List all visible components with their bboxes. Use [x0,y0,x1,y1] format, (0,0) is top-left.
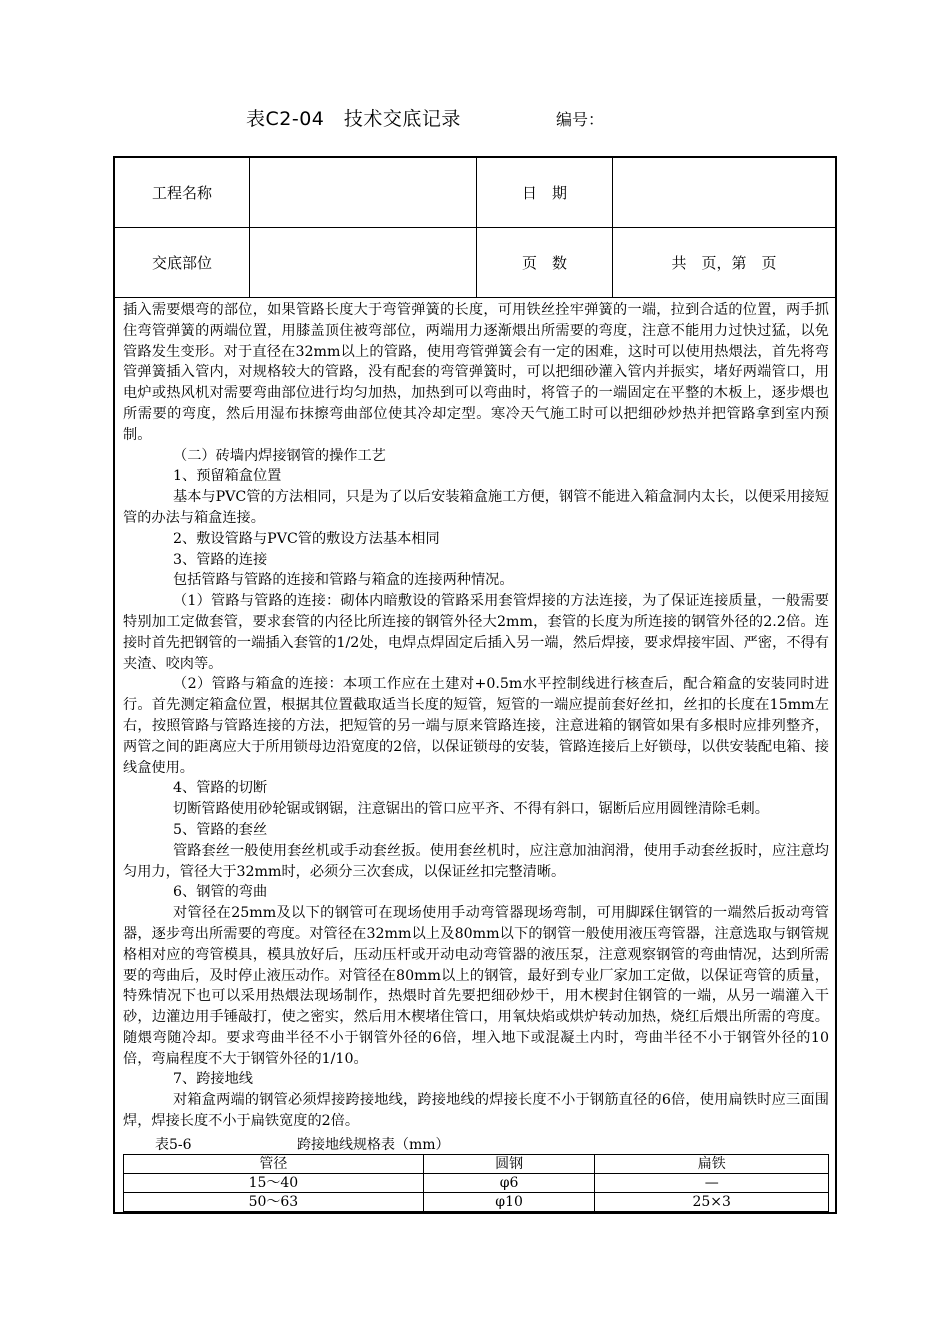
table-cell: 25×3 [595,1193,829,1212]
pages-label: 页 数 [477,228,613,297]
table-cell: φ10 [423,1193,595,1212]
paragraph: （2）管路与箱盒的连接：本项工作应在土建对+0.5m水平控制线进行核查后，配合箱盒的安装同时进行。首先测定箱盒位置，根据其位置截取适当长度的短管，短管的一端应提前套好丝扣，丝扣的长度在15mm左右，按照管路与管路连接的方法，把短管的另一端与原来管路连接，注意进箱的钢管如果有多根时应排列整齐，两管之间的距离应大于所用锁母边沿宽度的2倍，以保证锁母的安装，管路连接后上好锁母，以供安装配电箱、接线盒使用。 [123,676,829,776]
subsection-heading: 4、管路的切断 [173,780,268,797]
paragraph: 包括管路与管路的连接和管路与箱盒的连接两种情况。 [173,572,514,589]
number-label: 编号： [556,110,605,129]
location-label: 交底部位 [115,228,250,297]
paragraph: 对箱盒两端的钢管必须焊接跨接地线，跨接地线的焊接长度不小于钢筋直径的6倍，使用扁铁时应三面围焊，焊接长度不小于扁铁宽度的2倍。 [123,1092,829,1130]
disclosure-content [123,300,829,1132]
subsection-heading: 6、钢管的弯曲 [173,884,268,901]
paragraph: 管路套丝一般使用套丝机或手动套丝扳。使用套丝机时，应注意加油润滑，使用手动套丝扳时，应注意均匀用力，管径大于32mm时，必须分三次套成，以保证丝扣完整清晰。 [123,842,829,880]
title-row [0,104,950,134]
column-header-pipe-diameter: 管径 [124,1155,424,1174]
paragraph: 切断管路使用砂轮锯或钢锯，注意锯出的管口应平齐、不得有斜口，锯断后应用圆锉清除毛刺。 [173,801,769,818]
project-name-label: 工程名称 [115,158,250,227]
paragraph: 对管径在25mm及以下的钢管可在现场使用手动弯管器现场弯制，可用脚踩住钢管的一端然后扳动弯管器，逐步弯出所需要的弯度。对管径在32mm以上及80mm以下的钢管一般使用液压弯管器，注意选取与钢管规格相对应的弯管模具，模具放好后，压动压杆或开动电动弯管器的液压泵，注意观察钢管的弯曲情况，达到所需要的弯曲后，及时停止液压动作。对管径在80mm以上的钢管，最好到专业厂家加工定做，以保证弯管的质量，特殊情况下也可以采用热煨法现场制作，热煨时首先要把细砂炒干，用木楔封住钢管的一端，从另一端灌入干砂，边灌边用手锤敲打，使之密实，然后用木楔堵住管口，用氧炔焰或烘炉转动加热，烧红后煨出所需的弯度。随煨弯随冷却。要求弯曲半径不小于钢管外径的6倍，埋入地下或混凝土内时，弯曲半径不小于钢管外径的10倍，弯扁程度不大于钢管外径的1/10。 [123,905,829,1067]
subsection-heading: 1、预留箱盒位置 [173,468,282,485]
page-title: 表C2-04 技术交底记录 [246,108,461,130]
table-row [124,1193,829,1212]
table-cell: φ6 [423,1174,595,1193]
section-heading: （二）砖墙内焊接钢管的操作工艺 [173,447,386,464]
pages-value: 共 页，第 页 [671,254,777,272]
date-value [613,158,835,227]
info-row-location [115,228,835,298]
record-frame [113,156,837,1214]
spec-table [123,1154,829,1212]
table-cell: — [595,1174,829,1193]
table-row [124,1174,829,1193]
column-header-round-steel: 圆钢 [423,1155,595,1174]
paragraph: 插入需要煨弯的部位，如果管路长度大于弯管弹簧的长度，可用铁丝拴牢弹簧的一端，拉到合适的位置，两手抓住弯管弹簧的两端位置，用膝盖顶住被弯部位，两端用力逐渐煨出所需要的弯度，注意不能用力过快过猛，以免管路发生变形。对于直径在32mm以上的管路，使用弯管弹簧会有一定的困难，这时可以使用热煨法，首先将弯管弹簧插入管内，对规格较大的管路，没有配套的弯管弹簧时，可以把细砂灌入管内并振实，堵好两端管口，用电炉或热风机对需要弯曲部位进行均匀加热，加热到可以弯曲时，将管子的一端固定在平整的木板上，逐步煨也所需要的弯度，然后用湿布抹擦弯曲部位使其冷却定型。寒冷天气施工时可以把细砂炒热并把管路拿到室内预制。 [123,302,829,443]
subsection-heading: 2、敷设管路与PVC管的敷设方法基本相同 [173,530,440,547]
paragraph: 基本与PVC管的方法相同，只是为了以后安装箱盒施工方便，钢管不能进入箱盒洞内太长，以便采用接短管的办法与箱盒连接。 [123,489,829,526]
info-row-project [115,158,835,228]
location-value [250,228,477,297]
table-cell: 15～40 [124,1174,424,1193]
spec-table-number: 表5-6 [155,1137,192,1153]
date-label: 日 期 [477,158,613,227]
subsection-heading: 7、跨接地线 [173,1071,253,1088]
table-header-row [124,1155,829,1174]
table-cell: 50～63 [124,1193,424,1212]
project-name-value [250,158,477,227]
spec-table-title: 跨接地线规格表（mm） [297,1137,450,1153]
subsection-heading: 3、管路的连接 [173,551,268,568]
paragraph: （1）管路与管路的连接：砌体内暗敷设的管路采用套管焊接的方法连接，为了保证连接质量，一般需要特别加工定做套管，要求套管的内径比所连接的钢管外径大2mm，套管的长度为所连接的钢管外径的2.2倍。连接时首先把钢管的一端插入套管的1/2处，电焊点焊固定后插入另一端，然后焊接，要求焊接牢固、严密，不得有夹渣、咬肉等。 [123,593,829,672]
column-header-flat-iron: 扁铁 [595,1155,829,1174]
subsection-heading: 5、管路的套丝 [173,821,268,838]
